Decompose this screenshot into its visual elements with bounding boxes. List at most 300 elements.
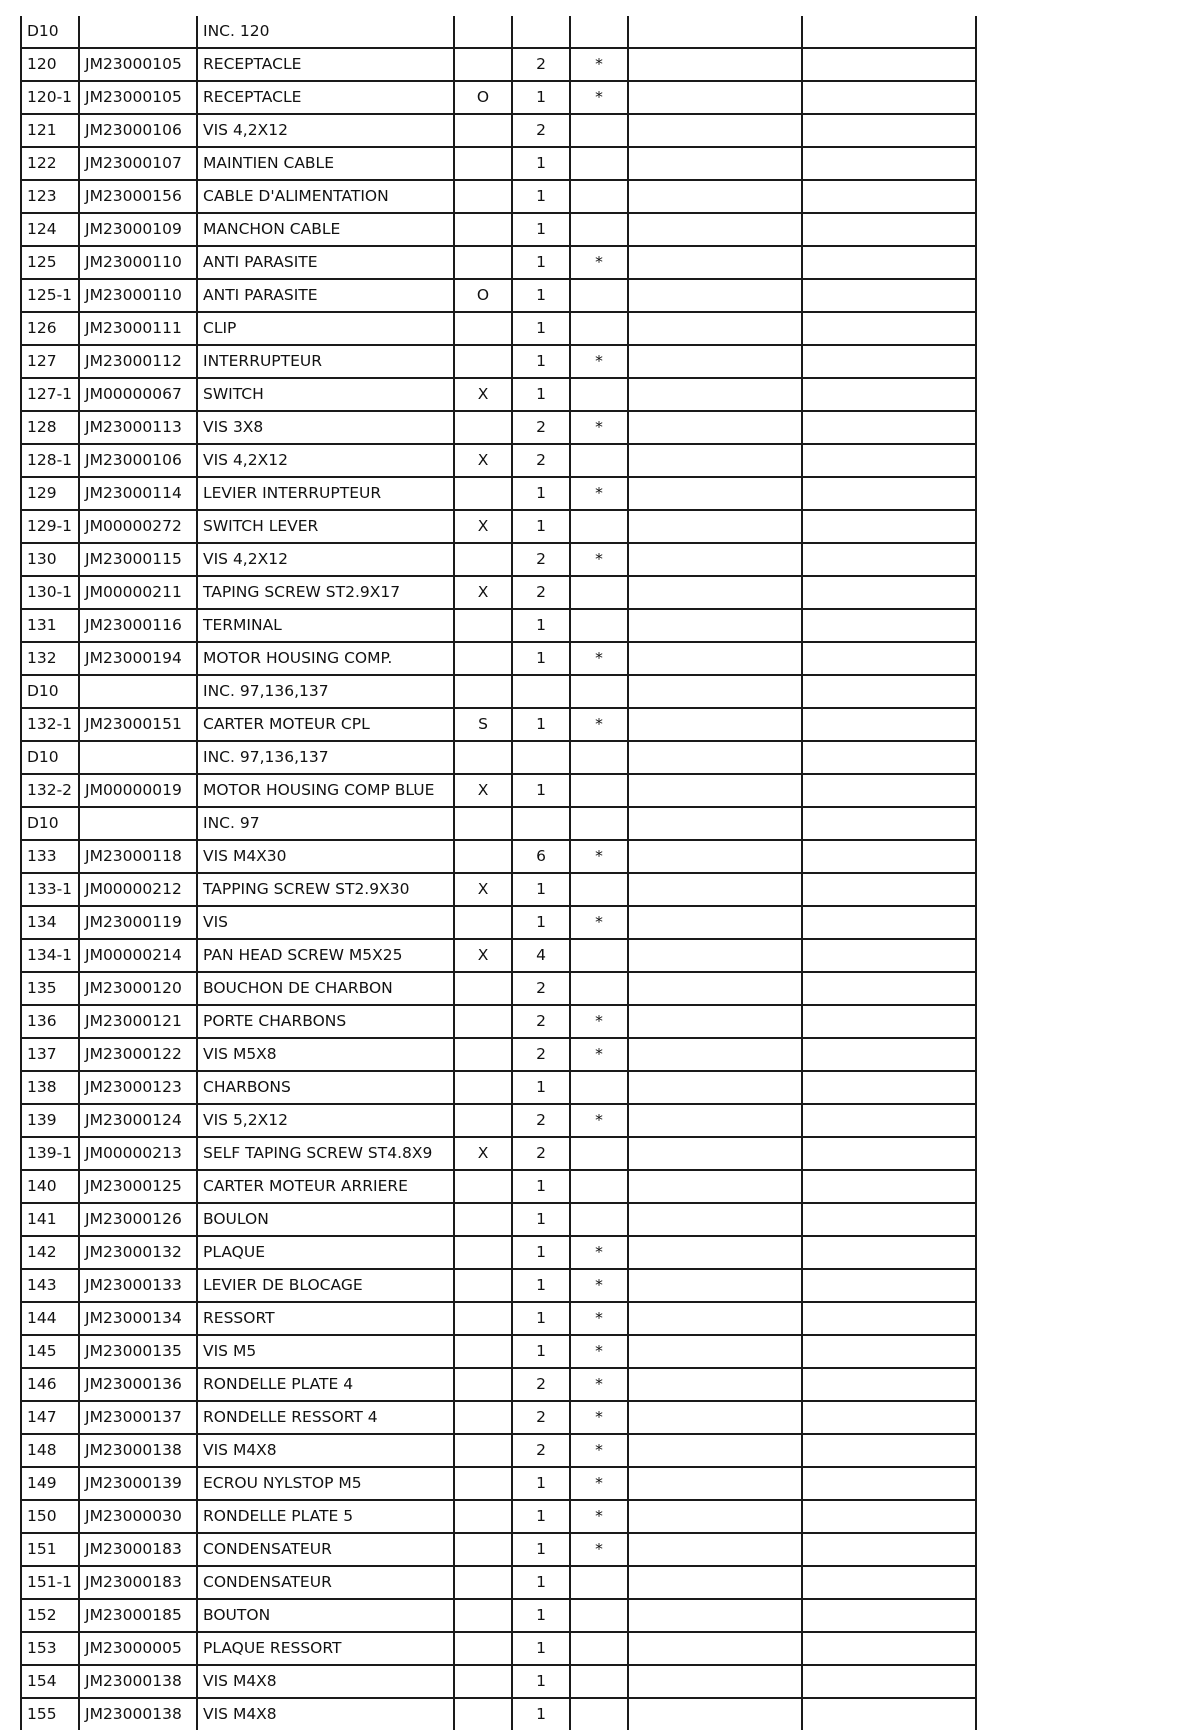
description-cell: TERMINAL [197, 609, 454, 642]
code-cell [454, 1005, 512, 1038]
code-cell: X [454, 576, 512, 609]
code-cell [454, 1599, 512, 1632]
description-cell: SELF TAPING SCREW ST4.8X9 [197, 1137, 454, 1170]
quantity-cell: 1 [512, 609, 570, 642]
description-cell: TAPING SCREW ST2.9X17 [197, 576, 454, 609]
blank-cell [802, 147, 976, 180]
part-number-cell [79, 16, 197, 48]
blank-cell [802, 1137, 976, 1170]
part-number-cell: JM23000126 [79, 1203, 197, 1236]
mark-cell: * [570, 1500, 628, 1533]
table-row [21, 1665, 976, 1698]
ref-cell: 142 [21, 1236, 79, 1269]
mark-cell: * [570, 81, 628, 114]
blank-cell [802, 1302, 976, 1335]
description-cell: VIS 4,2X12 [197, 114, 454, 147]
ref-cell: 138 [21, 1071, 79, 1104]
part-number-cell: JM23000119 [79, 906, 197, 939]
blank-cell [802, 1170, 976, 1203]
ref-cell: 134 [21, 906, 79, 939]
mark-cell [570, 1137, 628, 1170]
part-number-cell: JM23000113 [79, 411, 197, 444]
table-row [21, 807, 976, 840]
mark-cell: * [570, 1038, 628, 1071]
code-cell [454, 1038, 512, 1071]
mark-cell: * [570, 1104, 628, 1137]
quantity-cell: 1 [512, 345, 570, 378]
blank-cell [802, 906, 976, 939]
blank-cell [802, 1434, 976, 1467]
part-number-cell: JM23000115 [79, 543, 197, 576]
table-row [21, 1203, 976, 1236]
blank-cell [628, 708, 802, 741]
quantity-cell: 1 [512, 1599, 570, 1632]
table-row [21, 1269, 976, 1302]
quantity-cell: 2 [512, 1038, 570, 1071]
description-cell: INC. 97,136,137 [197, 741, 454, 774]
description-cell: INC. 120 [197, 16, 454, 48]
ref-cell: 132-1 [21, 708, 79, 741]
code-cell [454, 246, 512, 279]
blank-cell [628, 1401, 802, 1434]
blank-cell [628, 972, 802, 1005]
mark-cell [570, 147, 628, 180]
ref-cell: 133-1 [21, 873, 79, 906]
quantity-cell: 1 [512, 1236, 570, 1269]
ref-cell: 148 [21, 1434, 79, 1467]
part-number-cell: JM23000137 [79, 1401, 197, 1434]
blank-cell [628, 1137, 802, 1170]
blank-cell [802, 1500, 976, 1533]
description-cell: INC. 97 [197, 807, 454, 840]
ref-cell: 128 [21, 411, 79, 444]
blank-cell [628, 1203, 802, 1236]
quantity-cell: 1 [512, 1170, 570, 1203]
description-cell: PLAQUE RESSORT [197, 1632, 454, 1665]
code-cell [454, 906, 512, 939]
blank-cell [802, 873, 976, 906]
part-number-cell: JM23000030 [79, 1500, 197, 1533]
quantity-cell: 1 [512, 1467, 570, 1500]
description-cell: TAPPING SCREW ST2.9X30 [197, 873, 454, 906]
mark-cell: * [570, 642, 628, 675]
blank-cell [628, 1368, 802, 1401]
code-cell [454, 312, 512, 345]
table-row [21, 246, 976, 279]
mark-cell [570, 873, 628, 906]
blank-cell [802, 1533, 976, 1566]
blank-cell [628, 1665, 802, 1698]
quantity-cell: 1 [512, 510, 570, 543]
table-row [21, 906, 976, 939]
table-row [21, 1038, 976, 1071]
blank-cell [628, 774, 802, 807]
quantity-cell: 2 [512, 1368, 570, 1401]
blank-cell [628, 741, 802, 774]
ref-cell: 146 [21, 1368, 79, 1401]
table-row [21, 1236, 976, 1269]
blank-cell [802, 312, 976, 345]
blank-cell [802, 345, 976, 378]
part-number-cell: JM23000105 [79, 48, 197, 81]
blank-cell [802, 48, 976, 81]
part-number-cell: JM23000194 [79, 642, 197, 675]
part-number-cell: JM00000212 [79, 873, 197, 906]
blank-cell [802, 741, 976, 774]
ref-cell: 129 [21, 477, 79, 510]
part-number-cell [79, 807, 197, 840]
mark-cell [570, 972, 628, 1005]
quantity-cell: 2 [512, 411, 570, 444]
part-number-cell: JM23000110 [79, 246, 197, 279]
blank-cell [628, 1335, 802, 1368]
description-cell: RECEPTACLE [197, 81, 454, 114]
blank-cell [802, 213, 976, 246]
mark-cell [570, 279, 628, 312]
table-row [21, 147, 976, 180]
blank-cell [628, 411, 802, 444]
blank-cell [802, 1038, 976, 1071]
table-row [21, 840, 976, 873]
ref-cell: 134-1 [21, 939, 79, 972]
description-cell: ANTI PARASITE [197, 279, 454, 312]
blank-cell [628, 609, 802, 642]
ref-cell: 152 [21, 1599, 79, 1632]
table-row [21, 81, 976, 114]
quantity-cell: 2 [512, 1137, 570, 1170]
part-number-cell: JM00000213 [79, 1137, 197, 1170]
ref-cell: 129-1 [21, 510, 79, 543]
quantity-cell: 1 [512, 1269, 570, 1302]
part-number-cell: JM23000151 [79, 708, 197, 741]
table-row [21, 1599, 976, 1632]
quantity-cell: 1 [512, 1500, 570, 1533]
ref-cell: 149 [21, 1467, 79, 1500]
table-row [21, 279, 976, 312]
description-cell: ANTI PARASITE [197, 246, 454, 279]
mark-cell: * [570, 1269, 628, 1302]
part-number-cell: JM00000211 [79, 576, 197, 609]
code-cell: X [454, 444, 512, 477]
blank-cell [802, 1665, 976, 1698]
blank-cell [628, 1104, 802, 1137]
mark-cell [570, 576, 628, 609]
code-cell [454, 1203, 512, 1236]
mark-cell: * [570, 543, 628, 576]
blank-cell [628, 312, 802, 345]
mark-cell [570, 741, 628, 774]
description-cell: RONDELLE PLATE 5 [197, 1500, 454, 1533]
description-cell: CARTER MOTEUR CPL [197, 708, 454, 741]
table-row [21, 1533, 976, 1566]
part-number-cell: JM00000272 [79, 510, 197, 543]
part-number-cell: JM23000105 [79, 81, 197, 114]
part-number-cell: JM23000138 [79, 1665, 197, 1698]
mark-cell [570, 1566, 628, 1599]
code-cell [454, 213, 512, 246]
ref-cell: 131 [21, 609, 79, 642]
ref-cell: 130 [21, 543, 79, 576]
quantity-cell: 2 [512, 1005, 570, 1038]
code-cell: O [454, 279, 512, 312]
blank-cell [628, 1467, 802, 1500]
quantity-cell: 1 [512, 1071, 570, 1104]
table-row [21, 675, 976, 708]
mark-cell [570, 180, 628, 213]
ref-cell: 139 [21, 1104, 79, 1137]
blank-cell [802, 1401, 976, 1434]
code-cell [454, 1500, 512, 1533]
code-cell [454, 807, 512, 840]
code-cell [454, 1104, 512, 1137]
code-cell: X [454, 774, 512, 807]
description-cell: LEVIER INTERRUPTEUR [197, 477, 454, 510]
part-number-cell: JM23000110 [79, 279, 197, 312]
code-cell [454, 972, 512, 1005]
blank-cell [628, 1236, 802, 1269]
blank-cell [628, 213, 802, 246]
ref-cell: 126 [21, 312, 79, 345]
table-row [21, 609, 976, 642]
part-number-cell: JM23000125 [79, 1170, 197, 1203]
part-number-cell: JM23000138 [79, 1434, 197, 1467]
mark-cell: * [570, 1302, 628, 1335]
quantity-cell: 1 [512, 180, 570, 213]
code-cell [454, 1632, 512, 1665]
part-number-cell: JM00000067 [79, 378, 197, 411]
blank-cell [628, 873, 802, 906]
blank-cell [628, 1500, 802, 1533]
part-number-cell: JM23000112 [79, 345, 197, 378]
part-number-cell: JM23000122 [79, 1038, 197, 1071]
code-cell: X [454, 939, 512, 972]
part-number-cell: JM23000133 [79, 1269, 197, 1302]
blank-cell [802, 1467, 976, 1500]
table-row [21, 1632, 976, 1665]
parts-table-body [21, 16, 976, 1730]
ref-cell: 123 [21, 180, 79, 213]
blank-cell [628, 147, 802, 180]
blank-cell [628, 345, 802, 378]
blank-cell [628, 81, 802, 114]
description-cell: MOTOR HOUSING COMP BLUE [197, 774, 454, 807]
description-cell: VIS 5,2X12 [197, 1104, 454, 1137]
description-cell: MOTOR HOUSING COMP. [197, 642, 454, 675]
quantity-cell: 1 [512, 774, 570, 807]
code-cell [454, 642, 512, 675]
blank-cell [628, 543, 802, 576]
table-row [21, 1500, 976, 1533]
mark-cell [570, 675, 628, 708]
blank-cell [628, 675, 802, 708]
mark-cell [570, 807, 628, 840]
description-cell: VIS [197, 906, 454, 939]
blank-cell [802, 840, 976, 873]
ref-cell: 127-1 [21, 378, 79, 411]
blank-cell [802, 16, 976, 48]
code-cell [454, 477, 512, 510]
quantity-cell: 1 [512, 906, 570, 939]
code-cell [454, 180, 512, 213]
description-cell: CONDENSATEUR [197, 1566, 454, 1599]
code-cell: X [454, 510, 512, 543]
code-cell: X [454, 873, 512, 906]
part-number-cell: JM23000136 [79, 1368, 197, 1401]
mark-cell: * [570, 477, 628, 510]
code-cell [454, 1368, 512, 1401]
blank-cell [802, 114, 976, 147]
table-row [21, 708, 976, 741]
code-cell [454, 1269, 512, 1302]
blank-cell [628, 939, 802, 972]
mark-cell [570, 939, 628, 972]
blank-cell [628, 642, 802, 675]
blank-cell [802, 1236, 976, 1269]
part-number-cell: JM23000124 [79, 1104, 197, 1137]
table-row [21, 1071, 976, 1104]
blank-cell [628, 840, 802, 873]
blank-cell [802, 246, 976, 279]
table-row [21, 1467, 976, 1500]
description-cell: CABLE D'ALIMENTATION [197, 180, 454, 213]
table-row [21, 345, 976, 378]
part-number-cell: JM23000120 [79, 972, 197, 1005]
quantity-cell: 1 [512, 873, 570, 906]
table-row [21, 1005, 976, 1038]
mark-cell: * [570, 345, 628, 378]
mark-cell [570, 378, 628, 411]
blank-cell [802, 1632, 976, 1665]
table-row [21, 213, 976, 246]
mark-cell [570, 1632, 628, 1665]
part-number-cell [79, 741, 197, 774]
description-cell: MANCHON CABLE [197, 213, 454, 246]
ref-cell: 155 [21, 1698, 79, 1730]
ref-cell: 136 [21, 1005, 79, 1038]
description-cell: CLIP [197, 312, 454, 345]
quantity-cell: 1 [512, 312, 570, 345]
description-cell: BOUCHON DE CHARBON [197, 972, 454, 1005]
blank-cell [802, 807, 976, 840]
ref-cell: 124 [21, 213, 79, 246]
mark-cell: * [570, 708, 628, 741]
quantity-cell: 1 [512, 1533, 570, 1566]
quantity-cell: 2 [512, 444, 570, 477]
table-row [21, 1401, 976, 1434]
code-cell [454, 48, 512, 81]
code-cell [454, 1335, 512, 1368]
description-cell: SWITCH LEVER [197, 510, 454, 543]
ref-cell: 143 [21, 1269, 79, 1302]
mark-cell [570, 213, 628, 246]
mark-cell [570, 1599, 628, 1632]
part-number-cell: JM23000114 [79, 477, 197, 510]
blank-cell [802, 675, 976, 708]
mark-cell: * [570, 1236, 628, 1269]
description-cell: MAINTIEN CABLE [197, 147, 454, 180]
mark-cell [570, 1698, 628, 1730]
ref-cell: 139-1 [21, 1137, 79, 1170]
description-cell: RECEPTACLE [197, 48, 454, 81]
blank-cell [802, 972, 976, 1005]
code-cell: S [454, 708, 512, 741]
quantity-cell: 1 [512, 279, 570, 312]
quantity-cell: 1 [512, 1698, 570, 1730]
code-cell [454, 840, 512, 873]
code-cell [454, 609, 512, 642]
blank-cell [802, 279, 976, 312]
blank-cell [628, 1566, 802, 1599]
part-number-cell: JM23000156 [79, 180, 197, 213]
mark-cell: * [570, 1368, 628, 1401]
ref-cell: 135 [21, 972, 79, 1005]
quantity-cell [512, 741, 570, 774]
ref-cell: 151-1 [21, 1566, 79, 1599]
blank-cell [628, 114, 802, 147]
part-number-cell: JM23000111 [79, 312, 197, 345]
mark-cell [570, 312, 628, 345]
quantity-cell: 1 [512, 1632, 570, 1665]
blank-cell [628, 1698, 802, 1730]
mark-cell: * [570, 246, 628, 279]
blank-cell [802, 411, 976, 444]
quantity-cell: 2 [512, 576, 570, 609]
table-row [21, 1302, 976, 1335]
description-cell: VIS M4X8 [197, 1434, 454, 1467]
description-cell: PAN HEAD SCREW M5X25 [197, 939, 454, 972]
mark-cell [570, 114, 628, 147]
quantity-cell: 1 [512, 1302, 570, 1335]
blank-cell [628, 1269, 802, 1302]
ref-cell: 133 [21, 840, 79, 873]
table-row [21, 180, 976, 213]
part-number-cell: JM23000116 [79, 609, 197, 642]
blank-cell [802, 576, 976, 609]
blank-cell [628, 180, 802, 213]
description-cell: VIS M4X8 [197, 1665, 454, 1698]
description-cell: CONDENSATEUR [197, 1533, 454, 1566]
ref-cell: 127 [21, 345, 79, 378]
table-row [21, 114, 976, 147]
blank-cell [802, 444, 976, 477]
blank-cell [628, 378, 802, 411]
mark-cell [570, 444, 628, 477]
quantity-cell: 1 [512, 1566, 570, 1599]
code-cell [454, 741, 512, 774]
table-row [21, 774, 976, 807]
code-cell: X [454, 378, 512, 411]
ref-cell: 144 [21, 1302, 79, 1335]
blank-cell [628, 1434, 802, 1467]
code-cell: O [454, 81, 512, 114]
part-number-cell: JM23000123 [79, 1071, 197, 1104]
quantity-cell [512, 16, 570, 48]
description-cell: RESSORT [197, 1302, 454, 1335]
quantity-cell: 6 [512, 840, 570, 873]
description-cell: RONDELLE RESSORT 4 [197, 1401, 454, 1434]
description-cell: INTERRUPTEUR [197, 345, 454, 378]
part-number-cell: JM23000106 [79, 444, 197, 477]
part-number-cell: JM23000118 [79, 840, 197, 873]
mark-cell: * [570, 1533, 628, 1566]
quantity-cell: 2 [512, 972, 570, 1005]
blank-cell [628, 510, 802, 543]
part-number-cell: JM23000106 [79, 114, 197, 147]
part-number-cell: JM23000139 [79, 1467, 197, 1500]
blank-cell [628, 246, 802, 279]
mark-cell [570, 1071, 628, 1104]
table-row [21, 972, 976, 1005]
